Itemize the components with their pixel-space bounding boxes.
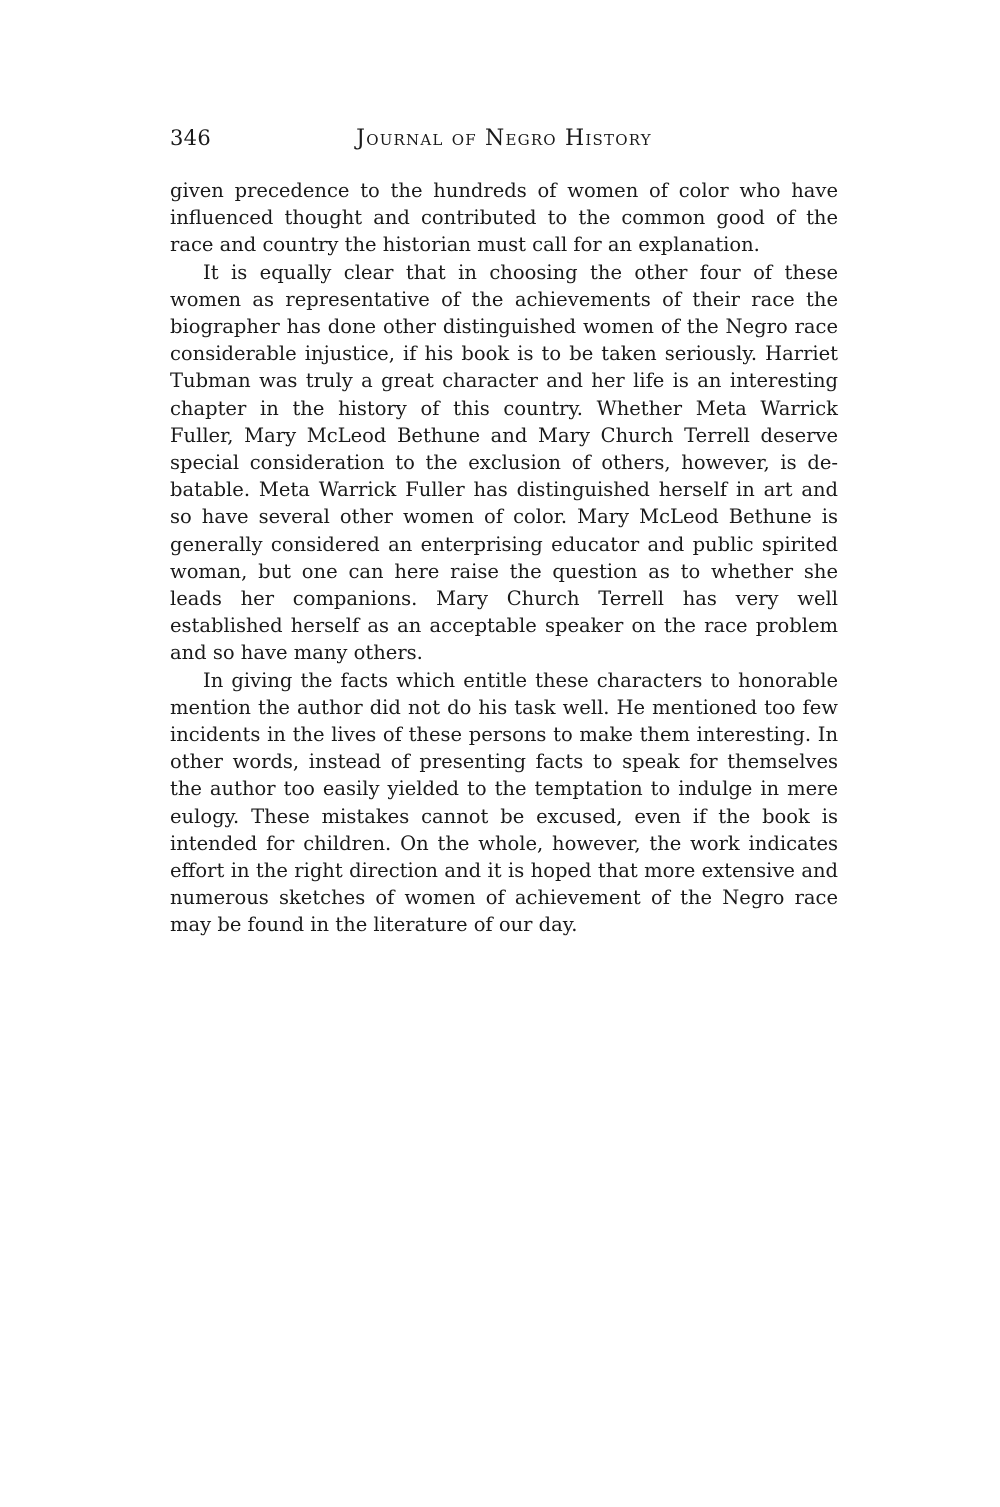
paragraph-2: It is equally clear that in choosing the other four of these women as representative of the achievements of their race the biographer has done other distinguished women of the Negro race considerable injustice, if his book is to be taken seriously. Harriet Tubman was truly a great character and her life is an interesting chapter in the history of this country. Whether Meta Warrick Fuller, Mary McLeod Bethune and Mary Church Terrell deserve special consideration to the exclusion of others, however, is debatable. Meta Warrick Fuller has distinguished herself in art and so have several other women of color. Mary McLeod Bethune is generally considered an enterprising educator and public spirited woman, but one can here raise the question as to whether she leads her companions. Mary Church Terrell has very well established herself as an acceptable speaker on the race problem and so have many others. xyxy=(170,260,838,665)
page-header xyxy=(170,122,838,158)
body-text xyxy=(170,177,838,939)
running-head: Journal of Negro History xyxy=(356,126,652,151)
page-number: 346 xyxy=(170,126,211,150)
paragraph-3: In giving the facts which entitle these characters to honorable mention the author did not do his task well. He mentioned too few incidents in the lives of these persons to make them interesting. In other words, instead of presenting facts to speak for themselves the author too easily yielded to the temptation to indulge in mere eulogy. These mistakes cannot be excused, even if the book is intended for children. On the whole, however, the work indicates effort in the right direction and it is hoped that more extensive and numerous sketches of women of achievement of the Negro race may be found in the literature of our day. xyxy=(170,668,838,937)
paragraph-1: given precedence to the hundreds of women of color who have influenced thought and contributed to the common good of the race and country the historian must call for an explanation. xyxy=(170,179,838,257)
